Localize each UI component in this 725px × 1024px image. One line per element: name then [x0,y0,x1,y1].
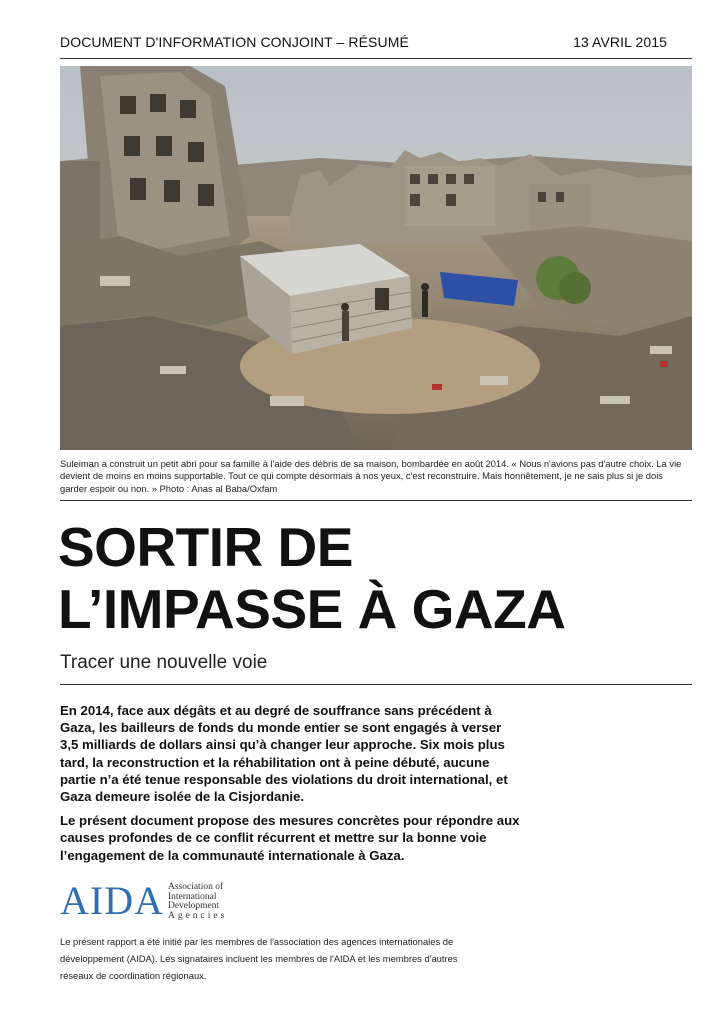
document-header [60,34,667,56]
footer-note: Le présent rapport a été initié par les membres de l'association des agences internationales de développement (AIDA). Les signataires incluent les membres de l'AIDA et les membres d'autres réseaux de coordination régionaux. [60,936,458,981]
photo-caption: Suleiman a construit un petit abri pour sa famille à l'aide des débris de sa maison, bombardée en août 2014. « Nous n'avions pas d'autre choix. La vie devient de moins en moins supportable. Tout ce qui compte désormais à nos yeux, c'est reconstruire. Mais honnêtement, je ne sais plus si je dois garder espoir ou non. » Photo : Anas al Baba/Oxfam [60,458,682,494]
aida-logo [60,880,227,922]
lead-paragraph-2: Le présent document propose des mesures concrètes pour répondre aux causes profondes de ce conflit récurrent et mettre sur la bonne voie l’engagement de la communauté internationale à Gaza. [60,813,520,863]
logo-line-2: International [167,891,217,902]
logo-line-1: Association of [167,882,224,892]
cover-photo [60,66,692,450]
subtitle: Tracer une nouvelle voie [60,652,268,673]
subtitle-divider [60,684,692,685]
aida-logo-text [168,880,227,921]
title-line-2: L’IMPASSE À GAZA [58,578,566,640]
lead-summary [60,702,520,871]
lead-paragraph-1: En 2014, face aux dégâts et au degré de souffrance sans précédent à Gaza, les bailleurs de fonds du monde entier se sont engagés à verser 3,5 milliards de dollars ainsi qu’à changer leur approche. Six mois plus tard, la reconstruction et la réhabilitation ont à peine débuté, aucune partie n’a été tenue responsable des violations du droit international, et Gaza demeure isolée de la Cisjordanie. [60,703,508,805]
document-date: 13 AVRIL 2015 [573,34,667,50]
header-divider [60,58,692,59]
caption-divider [60,500,692,501]
document-type: DOCUMENT D'INFORMATION CONJOINT – RÉSUMÉ [60,34,409,50]
logo-line-4: Agencies [167,910,228,921]
page-title [58,516,698,640]
logo-line-3: Development [167,901,220,912]
title-line-1: SORTIR DE [58,516,353,578]
aida-logo-mark: AIDA [60,878,164,923]
